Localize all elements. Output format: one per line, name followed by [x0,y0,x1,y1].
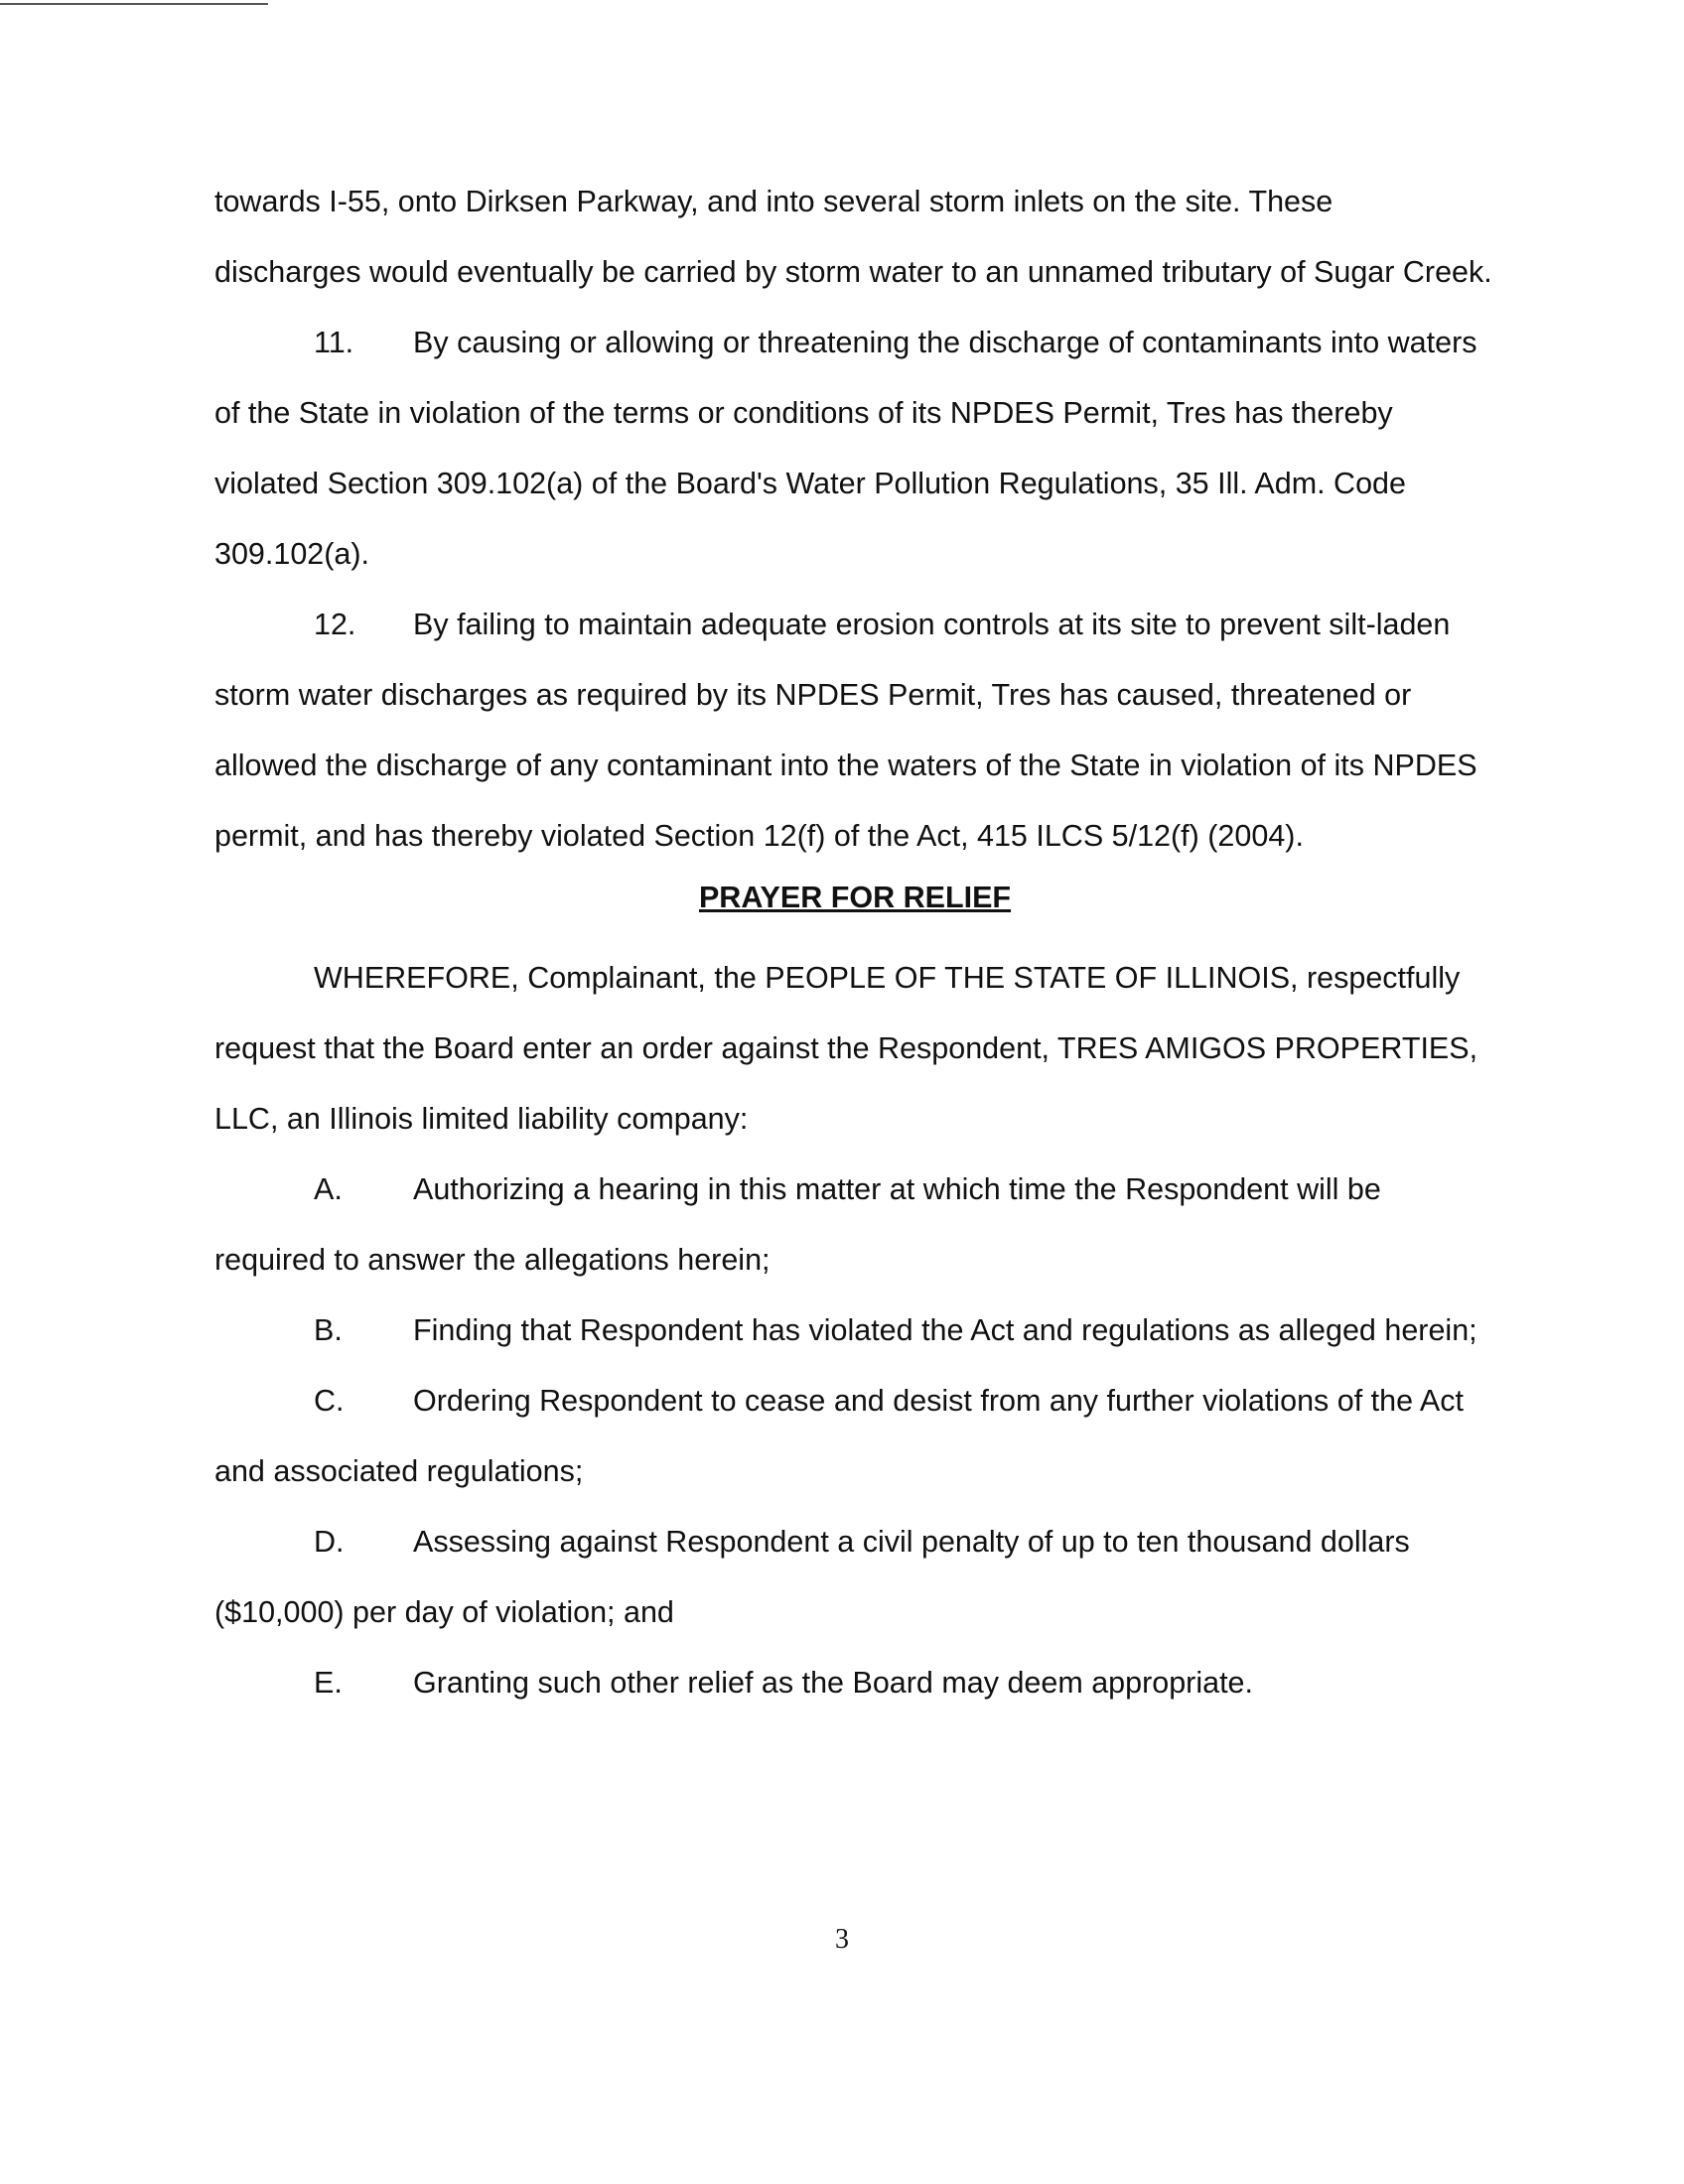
relief-text: Assessing against Respondent a civil penalty of up to ten thousand dollars [413,1525,1410,1559]
relief-letter: E. [314,1666,343,1700]
page-number: 3 [835,1924,849,1955]
prayer-intro-text: WHEREFORE, Complainant, the PEOPLE OF THE STATE OF ILLINOIS, respectfully [314,961,1461,995]
relief-item-b [214,1296,1495,1366]
paragraph-number: 11. [314,326,354,359]
paragraph-11-first-line [214,308,1495,378]
relief-letter: C. [314,1384,345,1418]
paragraph-11-line: violated Section 309.102(a) of the Board's Water Pollution Regulations, 35 Ill. Adm. Code [214,467,1406,500]
relief-letter: B. [314,1313,343,1347]
paragraph-12-first-line [214,590,1495,660]
continuation-line: towards I-55, onto Dirksen Parkway, and into several storm inlets on the site. These [214,185,1333,218]
top-scan-rule [0,3,268,5]
relief-text: Granting such other relief as the Board may deem appropriate. [413,1666,1253,1700]
continuation-line: discharges would eventually be carried by storm water to an unnamed tributary of Sugar Creek. [214,255,1492,289]
relief-item-c [214,1366,1495,1436]
paragraph-11-line: of the State in violation of the terms or conditions of its NPDES Permit, Tres has thereby [214,396,1393,430]
paragraph-11-line: 309.102(a). [214,537,369,571]
relief-text: Ordering Respondent to cease and desist from any further violations of the Act [413,1384,1464,1418]
paragraph-12-line: allowed the discharge of any contaminant into the waters of the State in violation of its NPDES [214,749,1477,782]
paragraph-12-line: storm water discharges as required by its NPDES Permit, Tres has caused, threatened or [214,678,1412,712]
paragraph-text: By failing to maintain adequate erosion controls at its site to prevent silt-laden [413,608,1451,641]
document-body [214,167,1495,872]
relief-item-d [214,1507,1495,1577]
relief-item-e [214,1648,1495,1718]
relief-item-a-continuation: required to answer the allegations herein; [214,1243,771,1277]
prayer-intro-first-line [214,943,1495,1014]
paragraph-text: By causing or allowing or threatening the discharge of contaminants into waters [413,326,1477,359]
paragraph-number: 12. [314,608,356,641]
relief-text: Finding that Respondent has violated the Act and regulations as alleged herein; [413,1313,1477,1347]
prayer-intro-line: LLC, an Illinois limited liability company: [214,1102,749,1136]
relief-item-a [214,1155,1495,1225]
relief-text: Authorizing a hearing in this matter at which time the Respondent will be [413,1172,1381,1206]
paragraph-12-line: permit, and has thereby violated Section 12(f) of the Act, 415 ILCS 5/12(f) (2004). [214,819,1304,853]
relief-item-d-continuation: ($10,000) per day of violation; and [214,1595,674,1629]
prayer-body [214,943,1495,1718]
prayer-intro-line: request that the Board enter an order against the Respondent, TRES AMIGOS PROPERTIES, [214,1031,1478,1065]
relief-item-c-continuation: and associated regulations; [214,1454,584,1488]
relief-letter: D. [314,1525,345,1559]
prayer-for-relief-heading: PRAYER FOR RELIEF [698,881,1012,914]
relief-letter: A. [314,1172,343,1206]
